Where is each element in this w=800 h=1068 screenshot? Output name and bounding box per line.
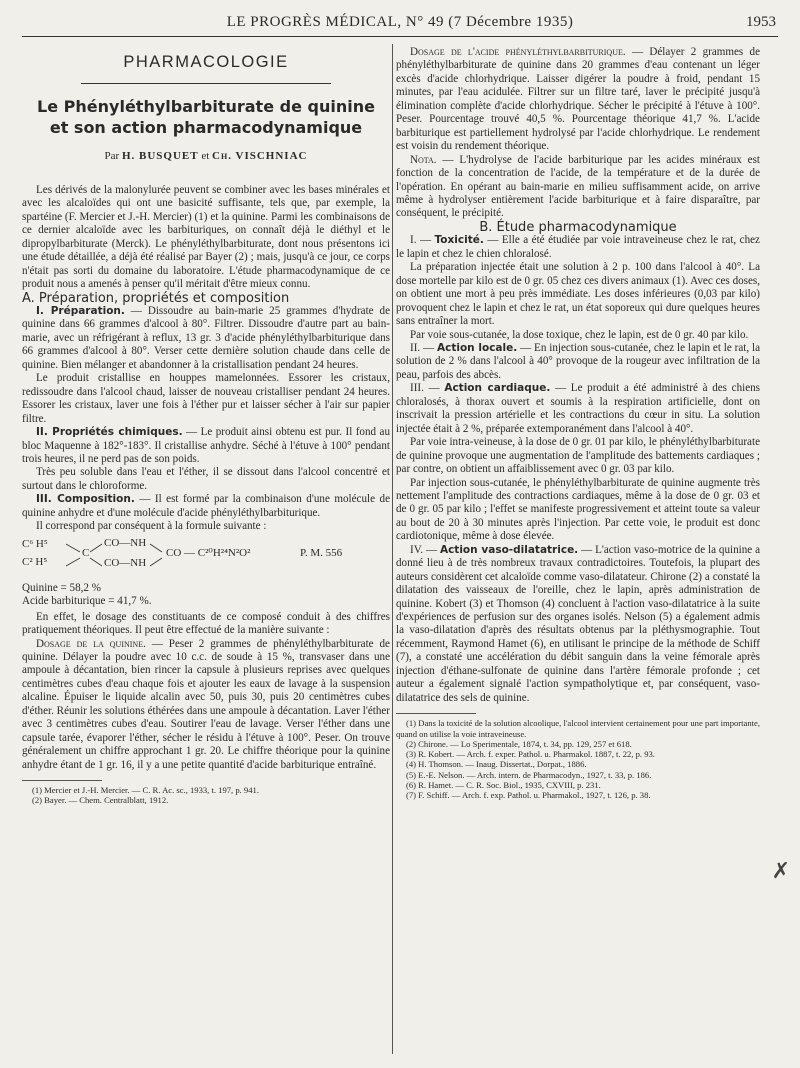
prop-text: — Le produit ainsi obtenu est pur. Il fond au bloc Maquenne à 182°-183°. Il cristallise anhydre. Séché à l'étuve à 100° pendant trois heures, il ne perd pas de son poids.	[22, 426, 391, 465]
prop-label: II. Propriétés chimiques.	[36, 426, 183, 439]
formula-pm: P. M. 556	[300, 546, 343, 559]
footnote-rule-right	[396, 713, 476, 714]
byline	[22, 150, 390, 163]
cardiac-action-text: — Le produit a été administré à des chiens chloralosés, à thorax ouvert et soumis à la respiration artificielle, dont on inscrivait la pression artérielle et les contractions du cœur in situ. La solution injectée était à 2 %, préparée extemporanément dans l'alcool à 40°.	[396, 382, 761, 435]
dosage-quinine-paragraph	[22, 638, 390, 773]
section-a-heading: A. Préparation, propriétés et composition	[22, 290, 290, 306]
dosage-acid-label: Dosage de l'acide phényléthylbarbiturique.	[410, 46, 626, 58]
footnote-rule-left	[22, 780, 102, 781]
right-column	[396, 46, 760, 801]
vaso-action-number: IV. —	[410, 543, 438, 556]
formula-c2h5: C² H⁵	[22, 555, 48, 568]
comp-paragraph	[22, 493, 390, 520]
dosage-acid-paragraph	[396, 46, 760, 154]
formula-co-nh-bottom: CO—NH	[104, 556, 147, 569]
column-divider	[392, 44, 393, 1054]
cardiac-action-number: III. —	[410, 382, 440, 395]
section-b-heading: B. Étude pharmacodynamique	[479, 219, 677, 235]
footnote-left-1: (1) Mercier et J.-H. Mercier. — C. R. Ac. sc., 1933, t. 197, p. 941.	[32, 785, 259, 796]
acid-percentage: Acide barbiturique = 41,7 %.	[22, 595, 152, 608]
footnote-right-5: (5) E.-E. Nelson. — Arch. intern. de Pharmacodyn., 1927, t. 33, p. 186.	[406, 769, 652, 780]
article-title	[22, 96, 390, 138]
vaso-action-paragraph	[396, 544, 760, 705]
toxicity-number: I. —	[410, 234, 432, 247]
chemical-formula	[22, 536, 390, 580]
formula-c6h5: C⁶ H⁵	[22, 537, 48, 550]
formula-co-nh-top: CO—NH	[104, 536, 147, 549]
byline-et: et	[201, 150, 210, 163]
vaso-action-label: Action vaso-dilatatrice.	[439, 543, 579, 556]
footnote-right-3: (3) R. Kobert. — Arch. f. exper. Pathol. u. Pharmakol. 1887, t. 22, p. 93.	[406, 749, 655, 760]
left-column	[22, 46, 390, 806]
cardiac-action-paragraph-2: Par voie intra-veineuse, à la dose de 0 gr. 01 par kilo, le phényléthylbarbiturate de quinine provoque une augmentation de l'amplitude des battements cardiaques ; par contre, on obtient un affaiblissement avec 0 gr. 03 par kilo.	[396, 436, 760, 476]
local-action-number: II. —	[410, 341, 435, 354]
formula-co-quinine: CO — C²⁰H²⁴N²O²	[166, 546, 251, 559]
footnote-right-4: (4) H. Thomson. — Inaug. Dissertat., Dorpat., 1886.	[406, 759, 587, 770]
toxicity-paragraph	[396, 234, 760, 261]
margin-mark: ✗	[771, 858, 790, 883]
footnote-right-7: (7) F. Schiff. — Arch. f. exp. Pathol. u. Pharmakol., 1927, t. 126, p. 38.	[406, 790, 651, 801]
toxicity-paragraph-3: Par voie sous-cutanée, la dose toxique, chez le lapin, est de 0 gr. 40 par kilo.	[410, 328, 749, 341]
comp-label: III. Composition.	[36, 493, 135, 506]
article-title-line1: Le Phényléthylbarbiturate de quinine	[37, 97, 375, 117]
author-2: Ch. VISCHNIAC	[212, 150, 308, 163]
vaso-action-text: — L'action vaso-motrice de la quinine a donné lieu à de très nombreux travaux contradictoires. Toutefois, la plupart des auteurs considèrent cet alcaloïde comme vaso-dilatateur. Chirone (2) a constaté la dilatation des vaisseaux de l'oreille, chez le lapin, après administration de quinine. Kobert (3) et Thomson (4) concluent à l'action vaso-dilatatrice à la suite d'expériences de perfusion sur des organes isolés. Nelson (5) a également admis la vaso-dilatation d'après des résultats obtenus par la pléthysmographie. Tout récemment, Raymond Hamet (6), en utilisant le principe de la méthode de Schiff (7), a constaté une accélération du débit sanguin dans la veine fémorale après injection d'éthane-sulfonate de quinine dans l'artère fémorale profonde ; cet auteur a également signalé l'action sympatholytique et, par conséquent, vaso-dilatatrice des sels de quinine.	[396, 543, 761, 704]
prep-label: I. Préparation.	[36, 304, 125, 317]
cardiac-action-paragraph-3: Par injection sous-cutanée, le phényléthylbarbiturate de quinine augmente très nettement l'amplitude des contractions cardiaques, même à la dose de 0 gr. 03 et de 0 gr. 05 par kilo ; l'effet se manifeste progressivement et atteint toute sa valeur au bout de 20 à 30 minutes après l'injection. Par cette voie, le produit est donc cardiotonique, même à dose élevée.	[396, 476, 760, 543]
title-rule	[81, 83, 331, 84]
comp-paragraph-2: Il correspond par conséquent à la formule suivante :	[36, 520, 267, 533]
byline-par: Par	[104, 150, 120, 163]
footnote-right-6: (6) R. Hamet. — C. R. Soc. Biol., 1935, CXVIII, p. 231.	[406, 779, 601, 790]
journal-title: LE PROGRÈS MÉDICAL, N° 49 (7 Décembre 1935)	[226, 14, 574, 30]
nota-paragraph	[396, 154, 760, 221]
comp-text: — Il est formé par la combinaison d'une molécule de quinine anhydre et d'une molécule d'acide phényléthylbarbiturique.	[22, 493, 390, 519]
page-number: 1953	[746, 14, 776, 30]
formula-c: C	[82, 546, 90, 559]
dosage-quinine-label: Dosage de la quinine.	[36, 637, 146, 650]
prep-paragraph-2: Le produit cristallise en houppes mamelonnées. Essorer les cristaux, redissoudre dans l'alcool chaud, laisser de nouveau cristalliser pendant 24 heures. Essorer les cristaux, laver une fois à l'éther pur et laisser sécher à l'air sur papier filtre.	[22, 372, 390, 425]
nota-text: — L'hydrolyse de l'acide barbiturique par les acides minéraux est fonction de la concentration de l'acide, de la température et de la durée de l'opération. En opérant au bain-marie en milieu suffisamment acide, on arrive même à hydrolyser entièrement l'acide barbiturique et à faire disparaître, par conséquent, le précipité.	[396, 153, 760, 220]
prop-paragraph	[22, 426, 390, 466]
local-action-label: Action locale.	[437, 341, 518, 354]
cardiac-action-label: Action cardiaque.	[444, 382, 551, 395]
toxicity-text: — Elle a été étudiée par voie intraveineuse chez le rat, chez le lapin et chez le chien chloralosé.	[396, 234, 760, 260]
local-action-paragraph	[396, 342, 760, 382]
dosage-acid-text: — Délayer 2 grammes de phényléthylbarbiturate de quinine dans 20 grammes d'eau contenant un léger excès d'acide chlorhydrique. Laisser digérer la poudre à froid, pendant 15 minutes, par l'eau acidulée. Filtrer sur un filtre taré, laver le précipité jusqu'à élimination complète d'acide chlorhydrique. Sécher le précipité à l'étuve à 100°. Peser. Pourcentage trouvé 40,5 %. Pourcentage théorique 41,7 %. L'acide barbiturique est partiellement hydrolysé par l'acide chlorhydrique. Le rendement est voisin du rendement théorique.	[396, 46, 761, 153]
prop-paragraph-2: Très peu soluble dans l'eau et l'éther, il se dissout dans l'alcool concentré et surtout dans le chloroforme.	[22, 466, 390, 492]
footnotes-right	[396, 718, 760, 800]
dosage-quinine-text: — Peser 2 grammes de phényléthylbarbiturate de quinine. Délayer la poudre avec 10 c.c. de soude à 15 %, transvaser dans une ampoule à décantation, bien rincer la capsule à plusieurs reprises avec quelques centimètres cubes d'eau chaque fois et ajouter les eaux de lavage à la suspension alcaline. Épuiser le liquide alcalin avec 50, puis 30, puis 20 centimètres cubes d'éther. Réunir les solutions éthérées dans une ampoule à décantation. Laver l'éther avec 3 centimètres cubes d'eau. Soutirer l'eau de lavage. Verser l'éther dans une capsule tarée, évaporer l'éther, sécher le résidu à l'étuve à 100°. Peser. On trouve généralement un chiffre approchant 1 gr. 20. Le chiffre théorique pour la quinine anhydre étant de 1 gr. 16, il y a une petite quantité d'acide barbiturique entraîné.	[22, 637, 390, 771]
intro-paragraph: Les dérivés de la malonylurée peuvent se combiner avec les bases minérales et avec les alcaloïdes qui ont une basicité suffisante, tels que, par exemple, la spartéine (F. Mercier et J.-H. Mercier) (1) et la quinine. Parmi les combinaisons de ce dernier alcaloïde avec les barbituriques, on connaît déjà le diéthyl et le dipropylbarbiturate (Merck). Le phényléthylbarbiturate, dont nous présentons ici une étude détaillée, a déjà été réalisé par Bayer (2) ; mais, jusqu'à ce jour, ce corps n'était pas sorti du domaine du laboratoire. L'étude pharmacodynamique de ce produit nous a amenés à penser qu'il méritait d'être mieux connu.	[22, 183, 390, 291]
local-action-text: — En injection sous-cutanée, chez le lapin et le rat, la solution de 2 % dans l'alcool à 40° provoque de la rougeur avec infiltration de la peau, parfois des abcès.	[396, 341, 761, 381]
quinine-percentage: Quinine = 58,2 %	[22, 581, 101, 594]
toxicity-paragraph-2: La préparation injectée était une solution à 2 p. 100 dans l'alcool à 40°. La dose mortelle par kilo est de 0 gr. 05 chez ces divers animaux (1). Avec ces doses, on obtient une mort à peu près immédiate. Les doses inférieures (0,03 par kilo) provoquent chez le lapin et chez le rat, un état soporeux qui dure quelques heures sans entraîner la mort.	[396, 261, 760, 328]
cardiac-action-paragraph	[396, 382, 760, 436]
running-header	[22, 14, 778, 37]
footnotes-left	[22, 785, 390, 806]
prep-paragraph	[22, 305, 390, 372]
toxicity-label: Toxicité.	[434, 234, 484, 247]
author-1: H. BUSQUET	[121, 150, 199, 163]
prep-text: — Dissoudre au bain-marie 25 grammes d'hydrate de quinine dans 66 grammes d'alcool à 80°. Filtrer. Dissoudre d'autre part au bain-marie, avec un réfrigérant à reflux, 13 gr. 3 d'acide phényléthylbarbiturique dans 66 grammes d'alcool à 80°. Verser cette dernière solution chaude dans celle de quinine. Bien mélanger et abandonner à la cristallisation pendant 24 heures.	[22, 304, 390, 371]
footnote-right-1: (1) Dans la toxicité de la solution alcoolique, l'alcool intervient certainement pour une part importante, quand on utilise la voie intraveineuse.	[396, 718, 760, 739]
footnote-right-2: (2) Chirone. — Lo Sperimentale, 1874, t. 34, pp. 129, 257 et 618.	[406, 738, 632, 749]
effet-paragraph: En effet, le dosage des constituants de ce composé conduit à des chiffres pratiquement théoriques. Il peut être effectué de la manière suivante :	[22, 610, 390, 637]
nota-label: Nota.	[410, 153, 437, 166]
article-title-line2: et son action pharmacodynamique	[49, 118, 363, 138]
footnote-left-2: (2) Bayer. — Chem. Centralblatt, 1912.	[32, 795, 169, 806]
section-label: PHARMACOLOGIE	[123, 53, 289, 71]
